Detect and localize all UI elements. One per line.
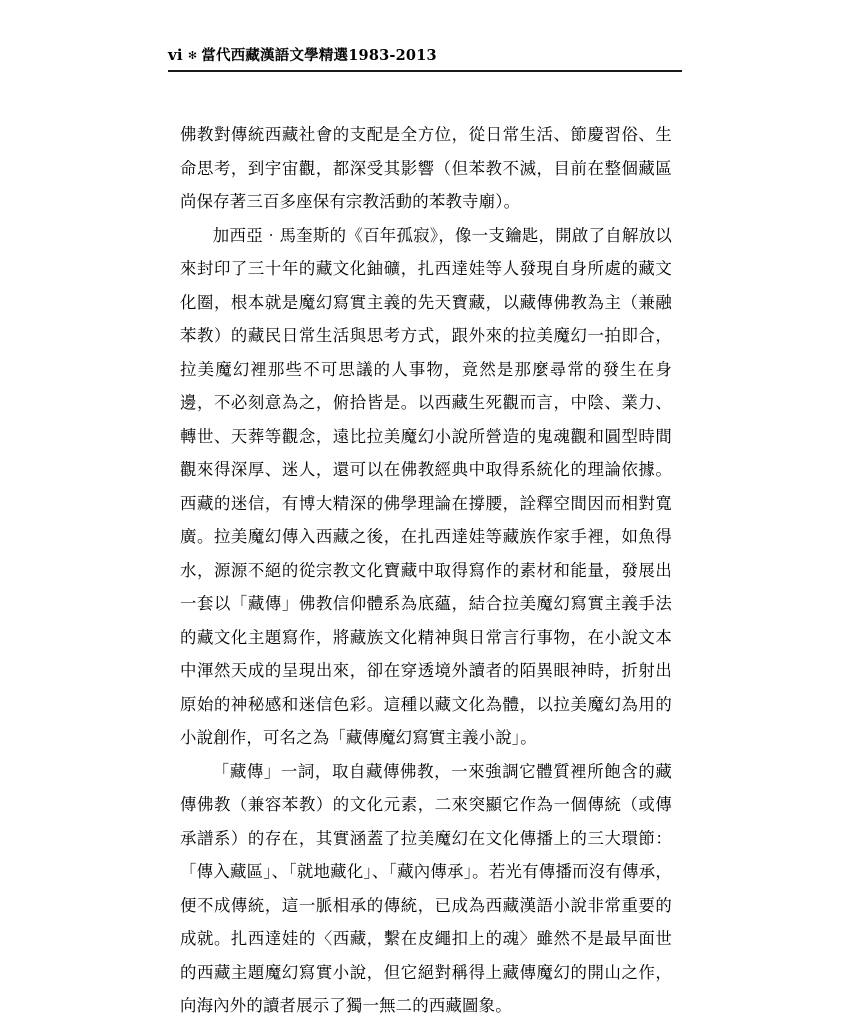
paragraph: 「藏傳」一詞，取自藏傳佛教，一來強調它體質裡所飽含的藏傳佛教（兼容苯教）的文化元素，二來突顯它作為一個傳統（或傳承譜系）的存在，其實涵蓋了拉美魔幻在文化傳播上的三大環節：「傳入藏區」、「就地藏化」、「藏內傳承」。若光有傳播而沒有傳承，便不成傳統，這一脈相承的傳統，已成為西藏漢語小說非常重要的成就。扎西達娃的〈西藏，繫在皮繩扣上的魂〉雖然不是最早面世的西藏主題魔幻寫實小說，但它絕對稱得上藏傳魔幻的開山之作，向海內外的讀者展示了獨一無二的西藏圖象。	[180, 761, 672, 1015]
running-title: 當代西藏漢語文學精選1983-2013	[201, 47, 437, 64]
header-divider	[168, 70, 682, 72]
flower-ornament-icon: ✻	[187, 49, 198, 62]
page-number: vi	[168, 46, 183, 64]
body-text-block	[180, 118, 672, 1023]
paragraph: 佛教對傳統西藏社會的支配是全方位，從日常生活、節慶習俗、生命思考，到宇宙觀，都深受其影響（但苯教不滅，目前在整個藏區尚保存著三百多座保有宗教活動的苯教寺廟）。	[180, 125, 672, 211]
running-head	[168, 44, 682, 65]
paragraph: 加西亞‧馬奎斯的《百年孤寂》，像一支鑰匙，開啟了自解放以來封印了三十年的藏文化鈾礦，扎西達娃等人發現自身所處的藏文化圈，根本就是魔幻寫實主義的先天寶藏，以藏傳佛教為主（兼融苯教）的藏民日常生活與思考方式，跟外來的拉美魔幻一拍即合，拉美魔幻裡那些不可思議的人事物，竟然是那麼尋常的發生在身邊，不必刻意為之，俯拾皆是。以西藏生死觀而言，中陰、業力、轉世、天葬等觀念，遠比拉美魔幻小說所營造的鬼魂觀和圓型時間觀來得深厚、迷人，還可以在佛教經典中取得系統化的理論依據。西藏的迷信，有博大精深的佛學理論在撐腰，詮釋空間因而相對寬廣。拉美魔幻傳入西藏之後，在扎西達娃等藏族作家手裡，如魚得水，源源不絕的從宗教文化寶藏中取得寫作的素材和能量，發展出一套以「藏傳」佛教信仰體系為底蘊，結合拉美魔幻寫實主義手法的藏文化主題寫作，將藏族文化精神與日常言行事物，在小說文本中渾然天成的呈現出來，卻在穿透境外讀者的陌異眼神時，折射出原始的神秘感和迷信色彩。這種以藏文化為體，以拉美魔幻為用的小說創作，可名之為「藏傳魔幻寫實主義小說」。	[180, 225, 672, 747]
page-header	[168, 44, 682, 72]
